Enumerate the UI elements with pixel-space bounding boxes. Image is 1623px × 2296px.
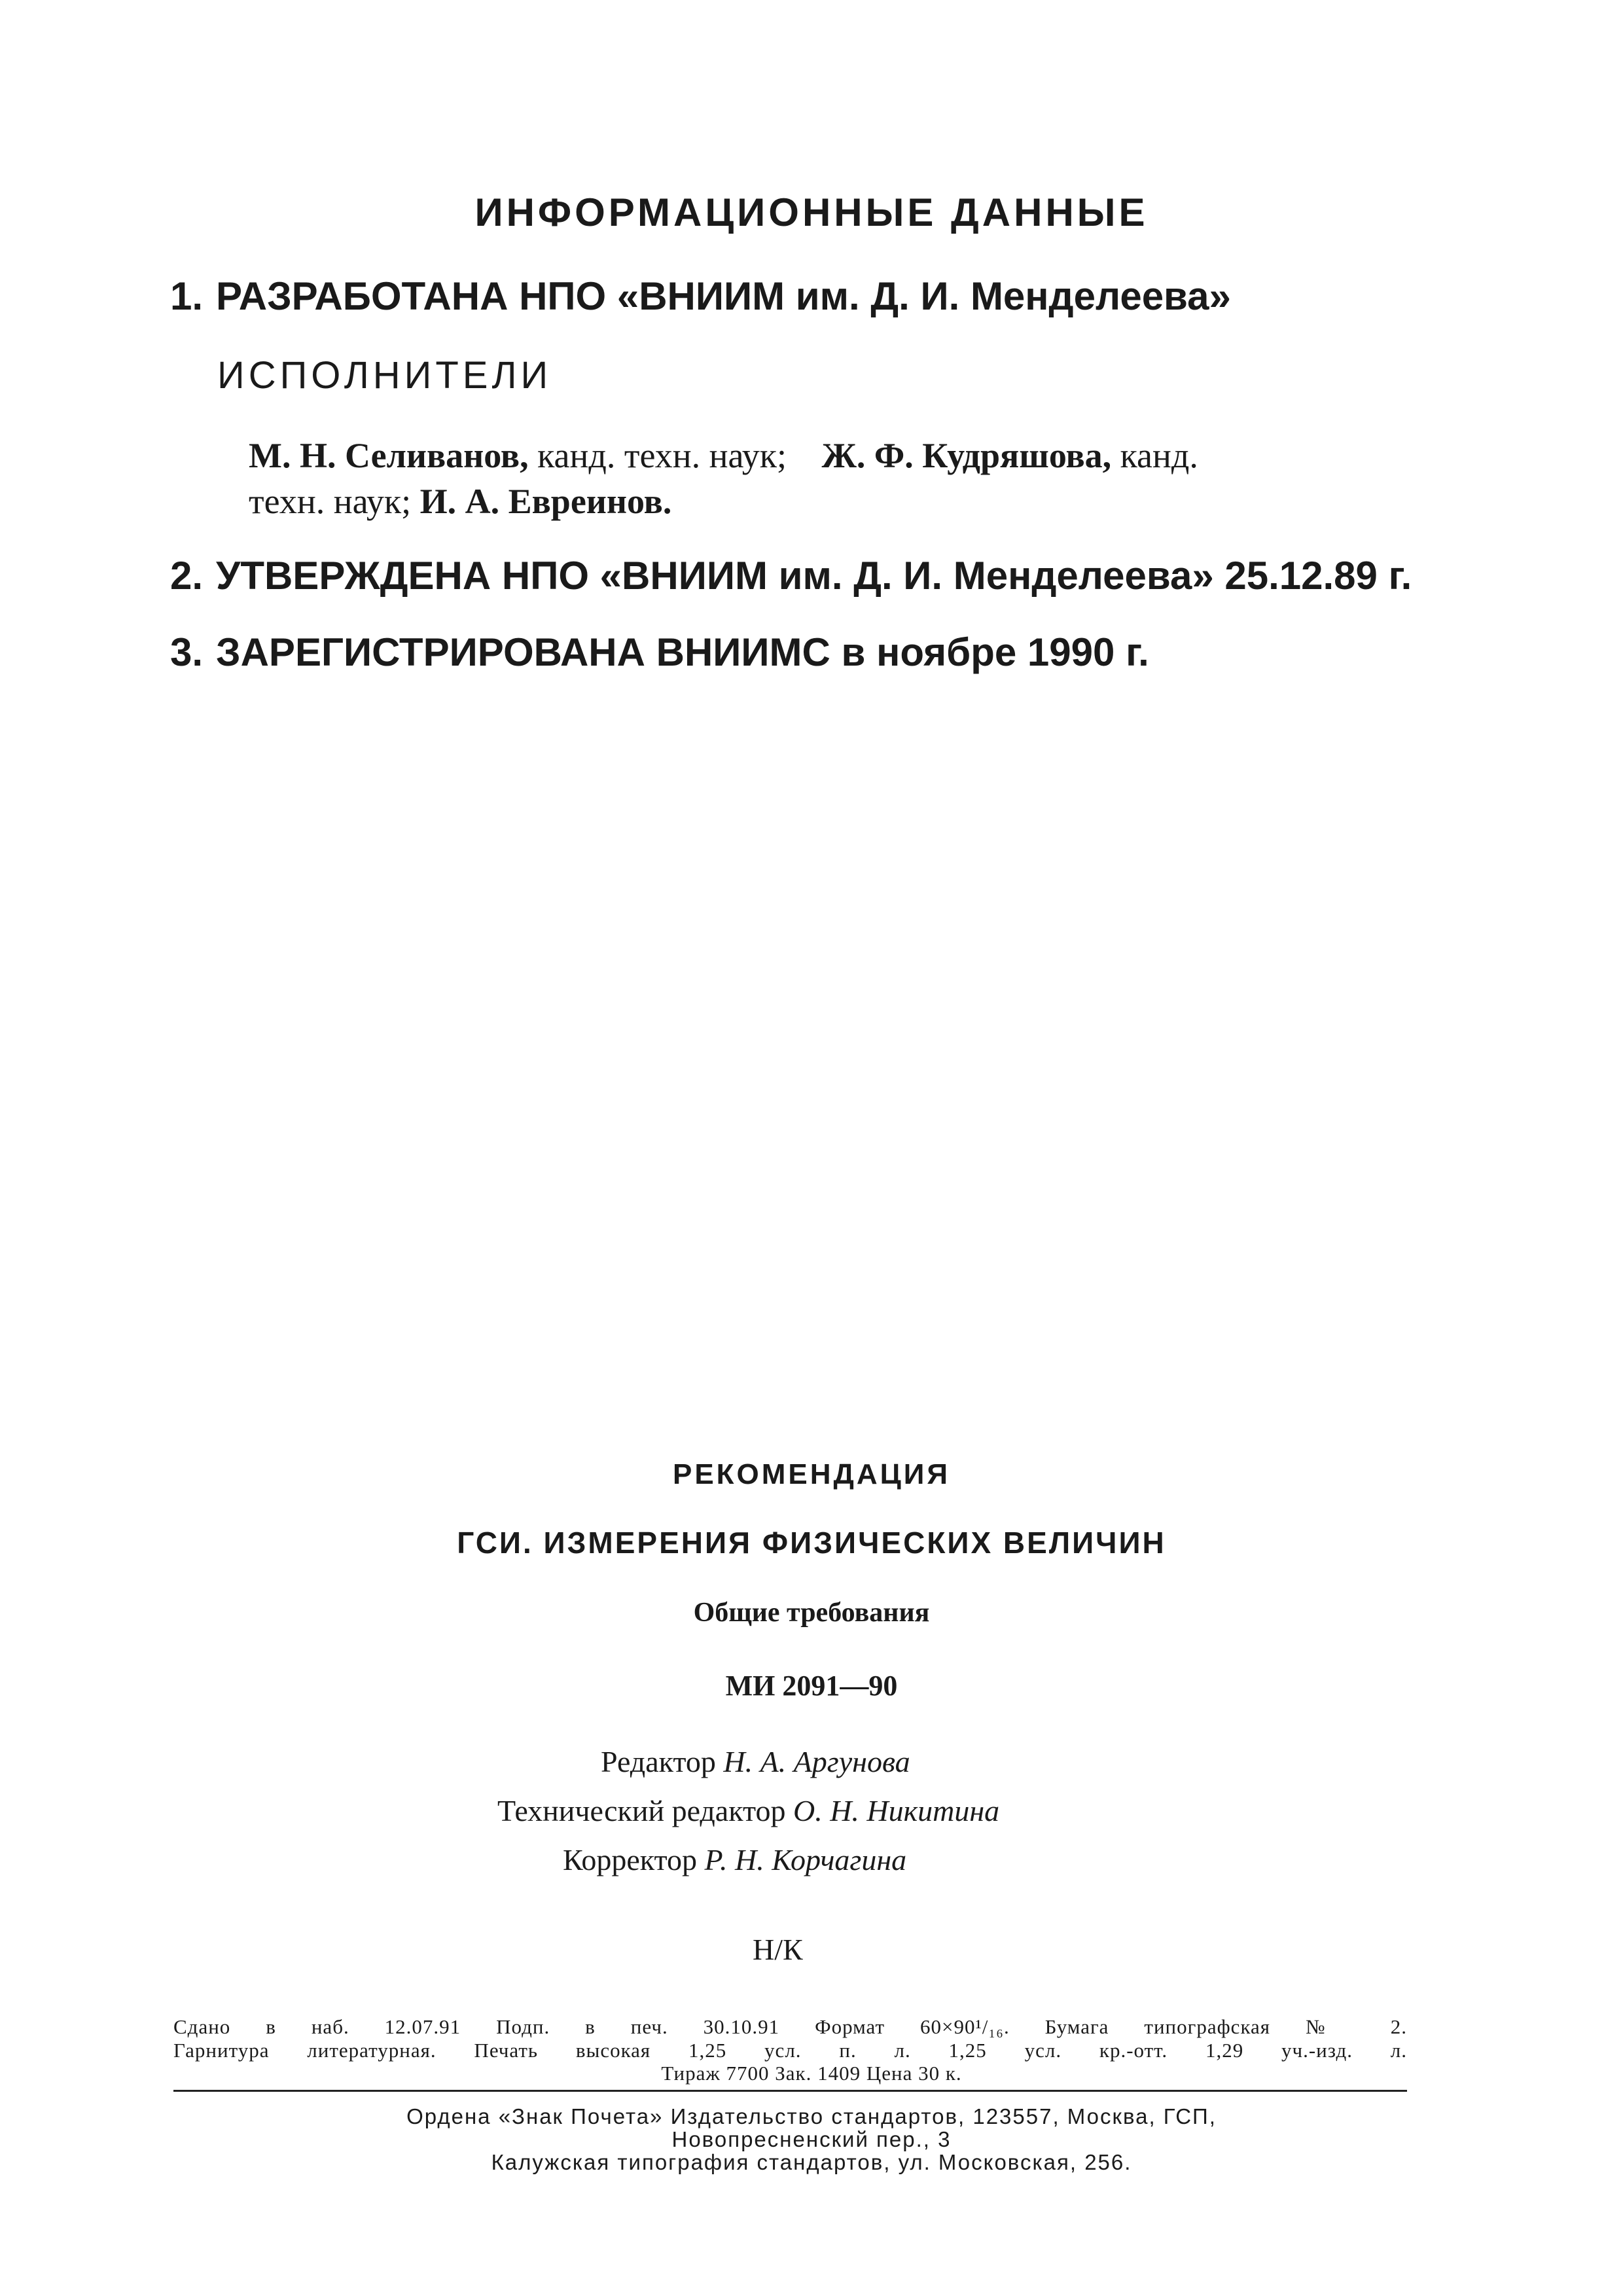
nk-mark: Н/К <box>753 1933 803 1966</box>
staff-name: О. Н. Никитина <box>793 1794 1000 1827</box>
info-section-title: ИНФОРМАЦИОННЫЕ ДАННЫЕ <box>474 190 1149 234</box>
info-item-developed <box>170 274 1231 319</box>
printer-info-line: Новопресненский пер., 3 <box>671 2127 952 2151</box>
staff-corrector <box>563 1842 906 1877</box>
imprint-line: Гарнитура литературная. Печать высокая 1,25 усл. п. л. 1,25 усл. кр.-отт. 1,29 уч.-изд. л. <box>173 2039 1407 2062</box>
performer-title: канд. техн. наук; <box>537 436 787 475</box>
info-item-registered <box>170 630 1149 675</box>
imprint-line: Тираж 7700 Зак. 1409 Цена 30 к. <box>661 2062 962 2085</box>
performers-list-line-2 <box>249 481 671 522</box>
performers-list-line-1 <box>249 435 1387 476</box>
info-item-number: 2. <box>170 554 204 598</box>
performer-title-part: техн. наук; <box>249 482 412 521</box>
info-item-number: 1. <box>170 274 204 318</box>
performer-name: М. Н. Селиванов, <box>249 436 529 475</box>
performer-name: Ж. Ф. Кудряшова, <box>821 436 1112 475</box>
performer-name: И. А. Евреинов. <box>419 482 672 521</box>
recommendation-title: РЕКОМЕНДАЦИЯ <box>672 1458 951 1490</box>
staff-name: Р. Н. Корчагина <box>704 1843 907 1876</box>
info-item-text: ЗАРЕГИСТРИРОВАНА ВНИИМС в ноябре 1990 г. <box>216 630 1149 674</box>
imprint-divider <box>173 2090 1407 2092</box>
staff-technical-editor <box>497 1793 999 1828</box>
staff-name: Н. А. Аргунова <box>723 1745 910 1778</box>
staff-role: Технический редактор <box>497 1794 786 1827</box>
staff-role: Корректор <box>563 1843 698 1876</box>
staff-role: Редактор <box>601 1745 716 1778</box>
performer-title-part: канд. <box>1120 436 1198 475</box>
recommendation-subtitle: Общие требования <box>693 1598 930 1628</box>
info-item-text: УТВЕРЖДЕНА НПО «ВНИИМ им. Д. И. Менделеева» 25.12.89 г. <box>216 554 1412 598</box>
printer-info-line: Калужская типография стандартов, ул. Московская, 256. <box>491 2150 1132 2174</box>
info-item-number: 3. <box>170 630 204 674</box>
printer-info-line: Ордена «Знак Почета» Издательство стандартов, 123557, Москва, ГСП, <box>406 2104 1217 2128</box>
staff-editor <box>601 1744 910 1779</box>
recommendation-code: МИ 2091—90 <box>725 1670 898 1702</box>
imprint-line: Сдано в наб. 12.07.91 Подп. в печ. 30.10.91 Формат 60×90¹/₁₆. Бумага типографская № 2. <box>173 2015 1407 2038</box>
info-item-approved <box>170 553 1412 598</box>
performers-heading: ИСПОЛНИТЕЛИ <box>217 354 552 397</box>
recommendation-subject: ГСИ. ИЗМЕРЕНИЯ ФИЗИЧЕСКИХ ВЕЛИЧИН <box>457 1526 1166 1560</box>
info-item-text: РАЗРАБОТАНА НПО «ВНИИМ им. Д. И. Менделеева» <box>216 274 1231 318</box>
